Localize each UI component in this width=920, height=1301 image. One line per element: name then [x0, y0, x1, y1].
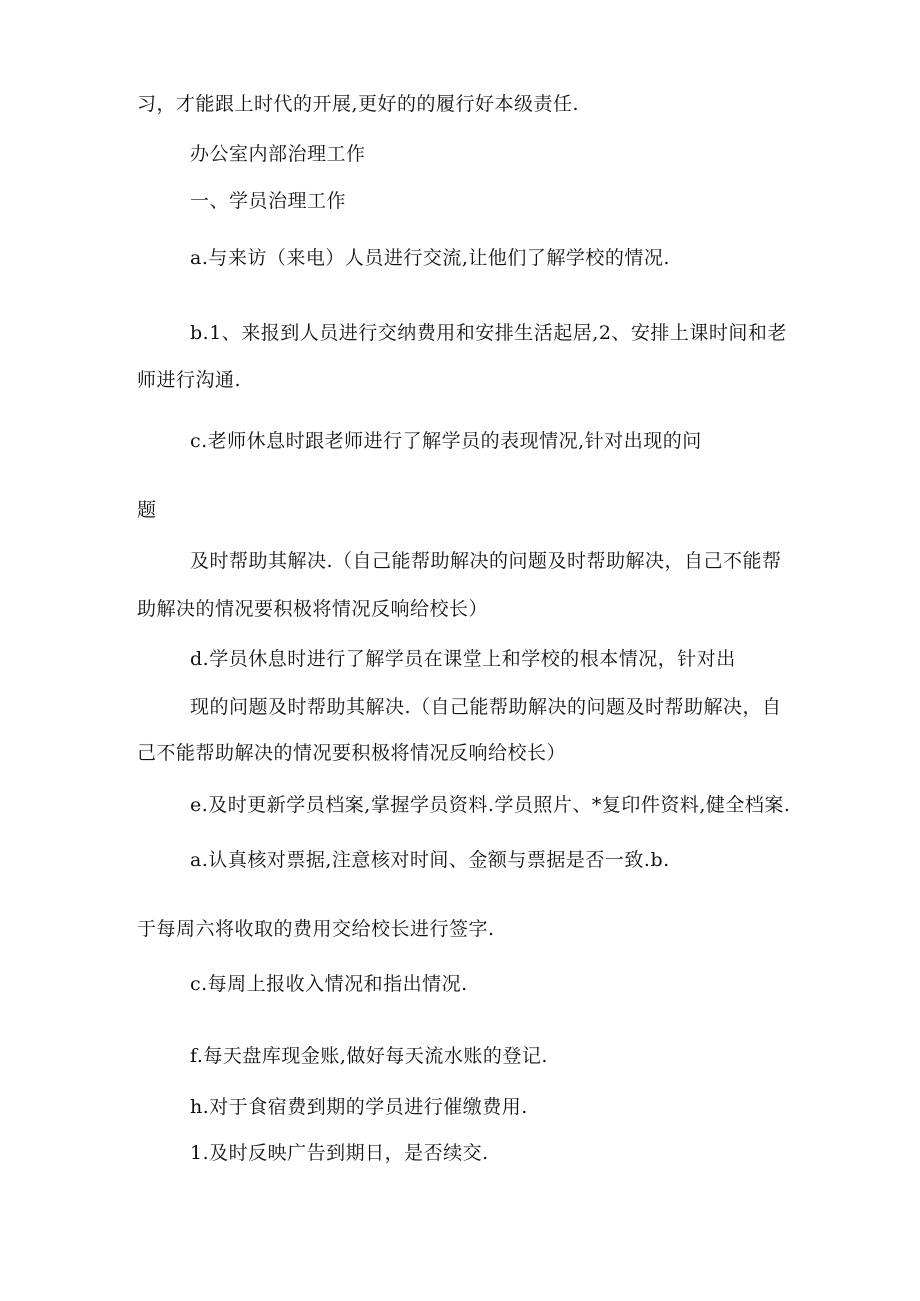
- text-line: b.1、来报到人员进行交纳费用和安排生活起居,2、安排上课时间和老: [190, 322, 787, 344]
- text-line: 现的问题及时帮助其解决.（自己能帮助解决的问题及时帮助解决，自: [190, 696, 782, 718]
- text-line: c.老师休息时跟老师进行了解学员的表现情况,针对出现的问: [190, 430, 702, 452]
- text-line: d.学员休息时进行了解学员在课堂上和学校的根本情况，针对出: [190, 648, 736, 670]
- text-line: c.每周上报收入情况和指出情况.: [190, 973, 468, 995]
- text-line: f.每天盘库现金账,做好每天流水账的登记.: [190, 1045, 548, 1067]
- text-line: a.与来访（来电）人员进行交流,让他们了解学校的情况.: [190, 247, 670, 269]
- text-line: 助解决的情况要积极将情况反响给校长）: [137, 598, 489, 620]
- text-line: h.对于食宿费到期的学员进行催缴费用.: [190, 1096, 528, 1118]
- text-line: a.认真核对票据,注意核对时间、金额与票据是否一致.b.: [190, 849, 670, 871]
- text-line: 及时帮助其解决.（自己能帮助解决的问题及时帮助解决，自己不能帮: [190, 550, 782, 572]
- text-line: 习，才能跟上时代的开展,更好的的履行好本级责任.: [137, 93, 580, 115]
- text-line: 于每周六将收取的费用交给校长进行签字.: [137, 918, 495, 940]
- text-line: 己不能帮助解决的情况要积极将情况反响给校长）: [137, 742, 567, 764]
- text-line: 师进行沟通.: [137, 369, 242, 391]
- text-line: 题: [137, 499, 157, 521]
- text-line: e.及时更新学员档案,掌握学员资料.学员照片、*复印件资料,健全档案.: [190, 794, 791, 816]
- subsection-heading: 一、学员治理工作: [190, 190, 347, 212]
- section-heading: 办公室内部治理工作: [190, 143, 366, 165]
- text-line: 1.及时反映广告到期日，是否续交.: [190, 1142, 489, 1164]
